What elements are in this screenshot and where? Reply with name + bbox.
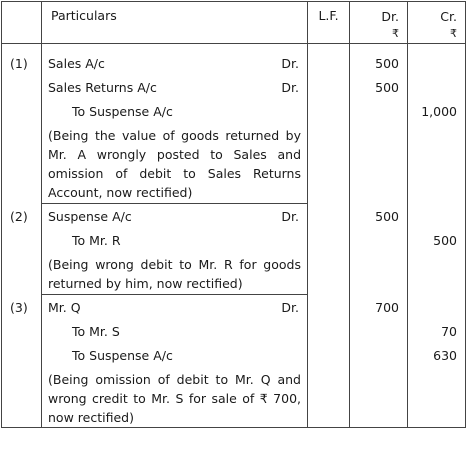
debit-amount: 500 [375,56,399,71]
credit-amount [408,52,457,76]
entry-row [2,296,466,428]
cr-header-label: Cr. [440,9,457,24]
account-line [48,205,301,229]
account-line [48,52,301,76]
cr-header [408,2,466,44]
account-name: To Suspense A/c [72,348,173,363]
dr-currency-symbol: ₹ [392,27,399,40]
account-name: To Suspense A/c [72,104,173,119]
lf-cell [308,52,350,205]
credit-amount: 70 [441,324,457,339]
debit-marker: Dr. [281,56,299,71]
debit-amount: 500 [375,209,399,224]
account-name: Sales A/c [48,56,105,71]
credit-amount [408,296,457,320]
narration: (Being the value of goods returned by Mr. A wrongly posted to Sales and omission of debit to Sales Returns Account, now rectified) [48,124,301,205]
entry-row [2,52,466,205]
credit-amount [408,205,457,229]
dr-header [350,2,408,44]
lf-cell [308,205,350,296]
entry-number: (3) [10,300,28,315]
account-line [48,229,301,253]
header-row [2,2,466,44]
dr-header-label: Dr. [381,9,399,24]
number-column-header [2,2,42,44]
debit-marker: Dr. [281,209,299,224]
lf-cell [308,296,350,428]
account-name: Suspense A/c [48,209,132,224]
journal-entries-table [0,1,466,457]
narration: (Being omission of debit to Mr. Q and wrong credit to Mr. S for sale of ₹ 700, now rectified) [48,372,301,425]
debit-marker: Dr. [281,300,299,315]
entry-number: (2) [10,209,28,224]
cr-currency-symbol: ₹ [450,27,457,40]
journal-table [1,1,466,428]
particulars-header: Particulars [42,2,308,44]
credit-amount: 1,000 [421,104,457,119]
lf-header: L.F. [308,2,350,44]
account-line [48,100,301,124]
account-name: Sales Returns A/c [48,80,157,95]
debit-marker: Dr. [281,80,299,95]
account-line [48,296,301,320]
spacer-row [2,44,466,53]
credit-amount [408,76,457,100]
account-name: To Mr. R [72,233,121,248]
entry-number: (1) [10,56,28,71]
debit-amount: 700 [375,300,399,315]
account-line [48,76,301,100]
credit-amount: 500 [433,233,457,248]
account-line [48,344,301,368]
entry-row [2,205,466,296]
debit-amount: 500 [375,80,399,95]
account-line [48,320,301,344]
narration: (Being wrong debit to Mr. R for goods returned by him, now rectified) [48,253,301,296]
credit-amount: 630 [433,348,457,363]
account-name: Mr. Q [48,300,81,315]
account-name: To Mr. S [72,324,120,339]
